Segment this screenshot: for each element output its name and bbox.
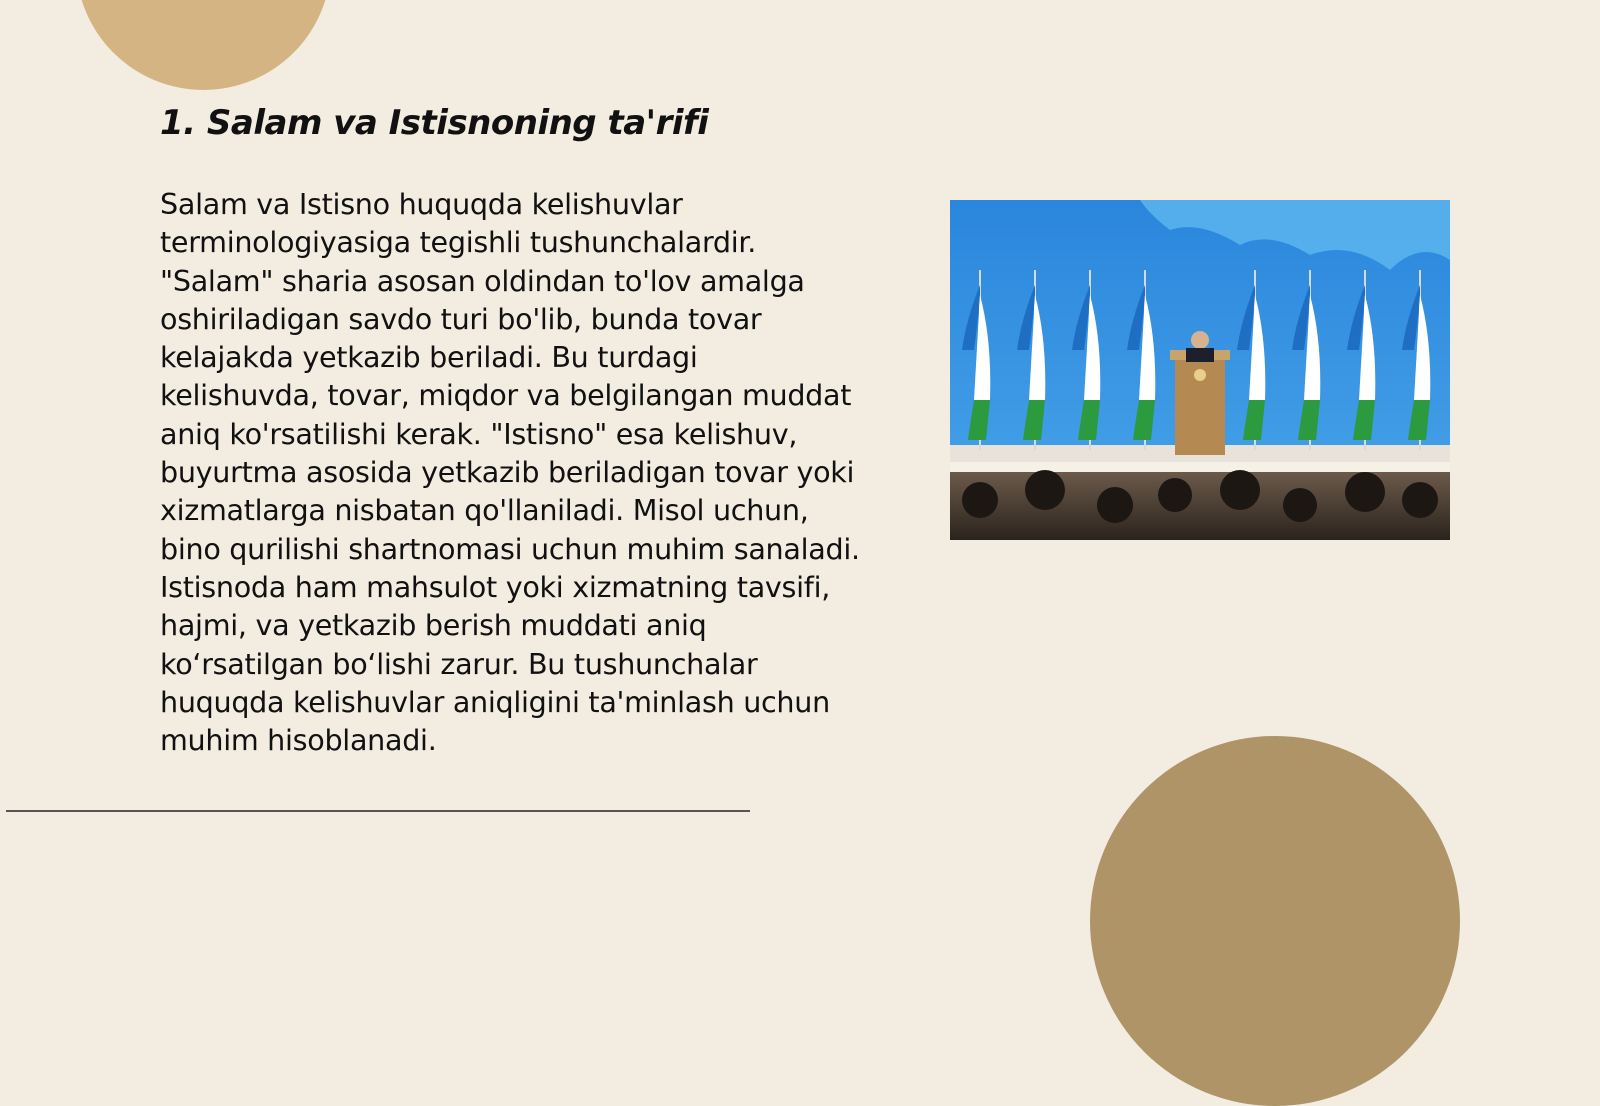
slide-title: 1. Salam va Istisnoning ta'rifi bbox=[160, 103, 709, 143]
podium-with-flags-icon bbox=[950, 200, 1450, 540]
decorative-circle-bottom bbox=[1090, 736, 1460, 1106]
slide-body-text: Salam va Istisno huquqda kelishuvlar terminologiyasiga tegishli tushunchalardir. "Salam" sharia asosan oldindan to'lov amalga oshiriladigan savdo turi bo'lib, bunda tovar kelajakda yetkazib beriladi. Bu turdagi kelishuvda, tovar, miqdor va belgilangan muddat aniq ko'rsatilishi kerak. "Istisno" esa kelishuv, buyurtma asosida yetkazib beriladigan tovar yoki xizmatlarga nisbatan qo'llaniladi. Misol uchun, bino qurilishi shartnomasi uchun muhim sanaladi. Istisnoda ham mahsulot yoki xizmatning tavsifi, hajmi, va yetkazib berish muddati aniq ko‘rsatilgan bo‘lishi zarur. Bu tushunchalar huquqda kelishuvlar aniqligini ta'minlash uchun muhim hisoblanadi. bbox=[160, 187, 860, 758]
podium-photo bbox=[950, 200, 1450, 540]
divider-line bbox=[6, 810, 750, 812]
decorative-circle-top bbox=[76, 0, 331, 90]
